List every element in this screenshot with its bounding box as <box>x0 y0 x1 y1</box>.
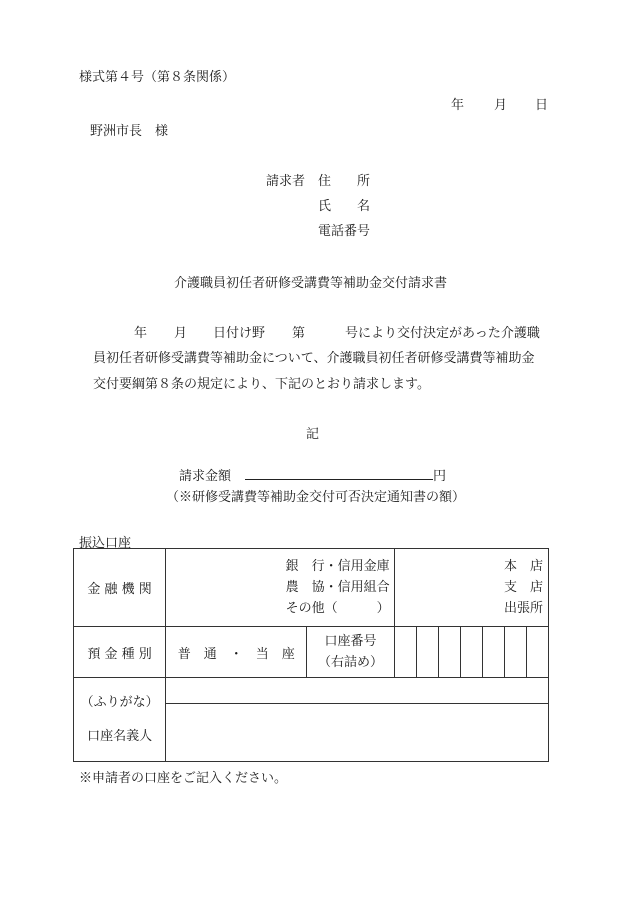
deposit-options[interactable]: 普 通 ・ 当 座 <box>166 627 307 678</box>
branch-main: 本 店 <box>503 559 543 574</box>
bank-heading: 振込口座 <box>79 536 132 551</box>
claimant-address-label: 住 所 <box>318 174 371 189</box>
claimant-name-label: 氏 名 <box>318 199 371 214</box>
document-title: 介護職員初任者研修受講費等補助金交付請求書 <box>174 276 448 291</box>
deposit-row <box>74 627 549 678</box>
account-digit-box[interactable] <box>394 627 416 678</box>
account-digit-box[interactable] <box>482 627 504 678</box>
holder-label: 口座名義人 <box>87 728 153 744</box>
type-bank: 銀 行・信用金庫 <box>285 559 390 574</box>
furigana-label: （ふりがな） <box>80 694 159 710</box>
date-month: 月 <box>494 98 508 113</box>
body-year: 年 <box>134 326 148 341</box>
body-line1-rest: 号により交付決定があった介護職 <box>345 326 540 341</box>
branch-cell[interactable] <box>394 549 548 627</box>
account-number-note: （右詰め） <box>318 655 384 670</box>
account-number-label: 口座番号 <box>324 634 377 649</box>
account-digit-box[interactable] <box>460 627 482 678</box>
account-digit-box[interactable] <box>416 627 438 678</box>
account-digit-box[interactable] <box>504 627 526 678</box>
account-digit-box[interactable] <box>526 627 548 678</box>
footnote: ※申請者の口座をご記入ください。 <box>79 771 288 786</box>
institution-label: 金 融 機 関 <box>74 549 166 627</box>
ki-heading: 記 <box>306 427 320 442</box>
body-line3: 交付要綱第８条の規定により、下記のとおり請求します。 <box>93 377 430 392</box>
institution-type-cell[interactable] <box>166 549 394 627</box>
type-other: その他（ ） <box>285 601 390 616</box>
amount-line[interactable] <box>245 479 433 480</box>
holder-label-cell <box>74 678 166 762</box>
type-agri: 農 協・信用組合 <box>285 580 390 595</box>
body-date-suffix: 日付け野 <box>213 326 266 341</box>
deposit-label: 預 金 種 別 <box>74 627 166 678</box>
institution-row <box>74 549 549 627</box>
account-digit-box[interactable] <box>438 627 460 678</box>
date-year: 年 <box>451 98 465 113</box>
addressee: 野洲市長 様 <box>90 124 169 139</box>
bank-account-table <box>73 548 549 762</box>
date-day: 日 <box>535 98 549 113</box>
claimant-phone-label: 電話番号 <box>318 224 371 239</box>
claimant-label: 請求者 <box>266 174 306 189</box>
branch-sub: 支 店 <box>503 580 543 595</box>
branch-office: 出張所 <box>503 601 543 616</box>
amount-note: （※研修受講費等補助金交付可否決定通知書の額） <box>166 490 466 505</box>
amount-label: 請求金額 <box>179 469 232 484</box>
body-month: 月 <box>174 326 188 341</box>
body-dai: 第 <box>292 326 306 341</box>
furigana-input[interactable] <box>166 678 549 704</box>
furigana-row <box>74 678 549 704</box>
account-number-label-cell <box>307 627 394 678</box>
holder-name-input[interactable] <box>166 704 549 762</box>
form-number: 様式第４号（第８条関係） <box>79 70 236 85</box>
amount-unit: 円 <box>433 469 447 484</box>
body-line2: 員初任者研修受講費等補助金について、介護職員初任者研修受講費等補助金 <box>93 351 535 366</box>
